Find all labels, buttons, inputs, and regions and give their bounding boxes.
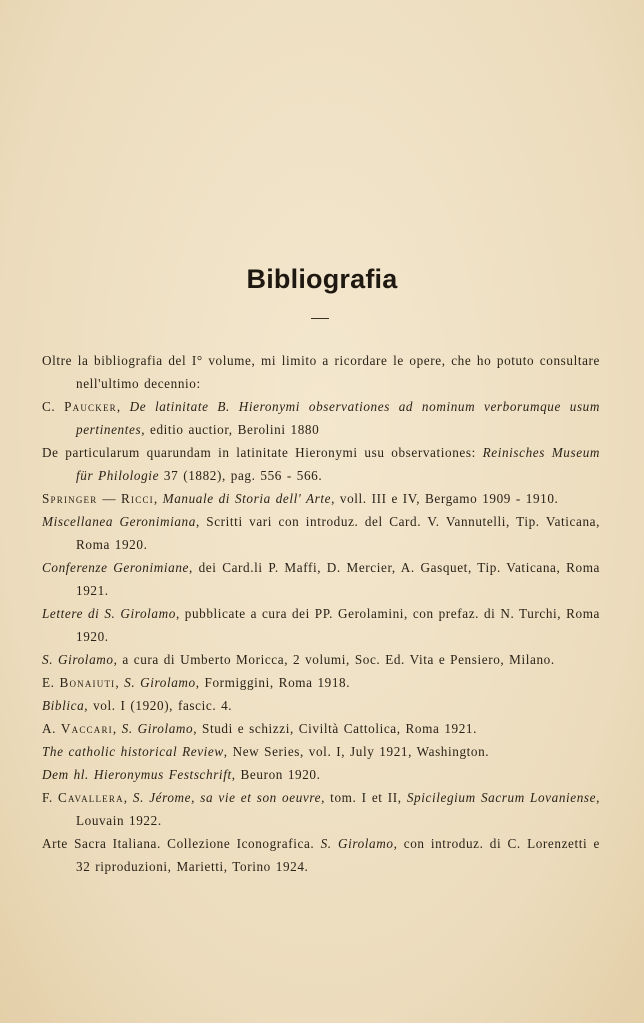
entry-text: , voll. III e IV, Bergamo 1909 - 1910. bbox=[331, 491, 559, 506]
entry-text: , bbox=[112, 721, 122, 736]
entry-author: Bonaiuti bbox=[59, 675, 116, 690]
entry-text: F. bbox=[42, 790, 58, 805]
entry-title-italic: Biblica bbox=[42, 698, 85, 713]
entry-title-italic: Lettere di S. Girolamo bbox=[42, 606, 176, 621]
entry-title-italic: S. Girolamo bbox=[42, 652, 114, 667]
bibliography-entry bbox=[42, 786, 600, 832]
entry-text: , New Series, vol. I, July 1921, Washington. bbox=[223, 744, 490, 759]
entry-title-italic: Miscellanea Geronimiana bbox=[42, 514, 196, 529]
entry-title-italic: S. Girolamo bbox=[121, 721, 194, 736]
entry-author: Springer bbox=[42, 491, 98, 506]
entry-text: , Formiggini, Roma 1918. bbox=[195, 675, 351, 690]
entry-text: 37 (1882), pag. 556 - 566. bbox=[159, 468, 323, 483]
bibliography-entry bbox=[42, 694, 600, 717]
bibliography-entry bbox=[42, 395, 600, 441]
entry-text: , bbox=[123, 790, 133, 805]
entry-text: , tom. I et II, bbox=[321, 790, 407, 805]
entry-text: , bbox=[115, 675, 125, 690]
entry-title-italic: De latinitate B. Hieronymi observationes ad nominum verborumque usum pertinentes bbox=[76, 399, 600, 437]
entry-text: , Scritti vari con introduz. del Card. V. Vannutelli, Tip. Vaticana, Roma 1920. bbox=[76, 514, 600, 552]
entry-text: , dei Card.li P. Maffi, D. Mercier, A. Gasquet, Tip. Vaticana, Roma 1921. bbox=[76, 560, 601, 598]
entry-text: , a cura di Umberto Moricca, 2 volumi, Soc. Ed. Vita e Pensiero, Milano. bbox=[113, 652, 555, 667]
bibliography-list bbox=[42, 349, 600, 878]
page-title: Bibliografia bbox=[246, 264, 398, 294]
entry-text: C. bbox=[42, 399, 65, 414]
entry-text: , bbox=[116, 399, 130, 414]
title-divider bbox=[311, 318, 329, 319]
bibliography-entry bbox=[42, 441, 600, 487]
bibliography-entry bbox=[42, 556, 600, 602]
entry-text: , Louvain 1922. bbox=[76, 790, 601, 828]
entry-text: , con introduz. di C. Lorenzetti e 32 riproduzioni, Marietti, Torino 1924. bbox=[76, 836, 600, 874]
entry-text: , Studi e schizzi, Civiltà Cattolica, Roma 1921. bbox=[193, 721, 478, 736]
entry-title-italic: S. Jérome, sa vie et son oeuvre bbox=[132, 790, 322, 805]
entry-text: , bbox=[153, 491, 163, 506]
entry-title-italic: Reinisches Museum für Philologie bbox=[76, 445, 601, 483]
bibliography-entry bbox=[42, 763, 600, 786]
bibliography-entry bbox=[42, 717, 600, 740]
bibliography-entry bbox=[42, 740, 600, 763]
entry-title-italic: The catholic historical Review bbox=[42, 744, 224, 759]
entry-title-italic: Conferenze Geronimiane bbox=[42, 560, 189, 575]
entry-text: , editio auctior, Berolini 1880 bbox=[141, 422, 320, 437]
entry-author: Vaccari bbox=[60, 721, 113, 736]
bibliography-entry bbox=[42, 648, 600, 671]
bibliography-entry bbox=[42, 602, 600, 648]
entry-author: Paucker bbox=[64, 399, 117, 414]
entry-text: , pubblicate a cura dei PP. Gerolamini, con prefaz. di N. Turchi, Roma 1920. bbox=[76, 606, 601, 644]
entry-text: , vol. I (1920), fascic. 4. bbox=[84, 698, 233, 713]
entry-text: E. bbox=[42, 675, 60, 690]
entry-text: De particularum quarundam in latinitate Hieronymi usu observationes: bbox=[42, 445, 483, 460]
entry-text: Arte Sacra Italiana. Collezione Iconografica. bbox=[42, 836, 321, 851]
intro-paragraph bbox=[42, 349, 600, 395]
entry-text: Oltre la bibliografia del I° volume, mi limito a ricordare le opere, che ho potuto consultare nell'ultimo decennio: bbox=[42, 353, 600, 391]
entry-author: Ricci bbox=[121, 491, 154, 506]
entry-title-italic: Spicilegium Sacrum Lovaniense bbox=[406, 790, 597, 805]
bibliography-entry bbox=[42, 487, 600, 510]
entry-title-italic: S. Girolamo bbox=[320, 836, 394, 851]
entry-text: — bbox=[97, 491, 122, 506]
bibliography-entry bbox=[42, 510, 600, 556]
entry-title-italic: S. Girolamo bbox=[124, 675, 196, 690]
entry-title-italic: Manuale di Storia dell' Arte bbox=[162, 491, 332, 506]
entry-text: , Beuron 1920. bbox=[231, 767, 321, 782]
entry-title-italic: Dem hl. Hieronymus Festschrift bbox=[42, 767, 232, 782]
bibliography-entry bbox=[42, 832, 600, 878]
entry-author: Cavallera bbox=[58, 790, 124, 805]
bibliography-entry bbox=[42, 671, 600, 694]
entry-text: A. bbox=[42, 721, 61, 736]
